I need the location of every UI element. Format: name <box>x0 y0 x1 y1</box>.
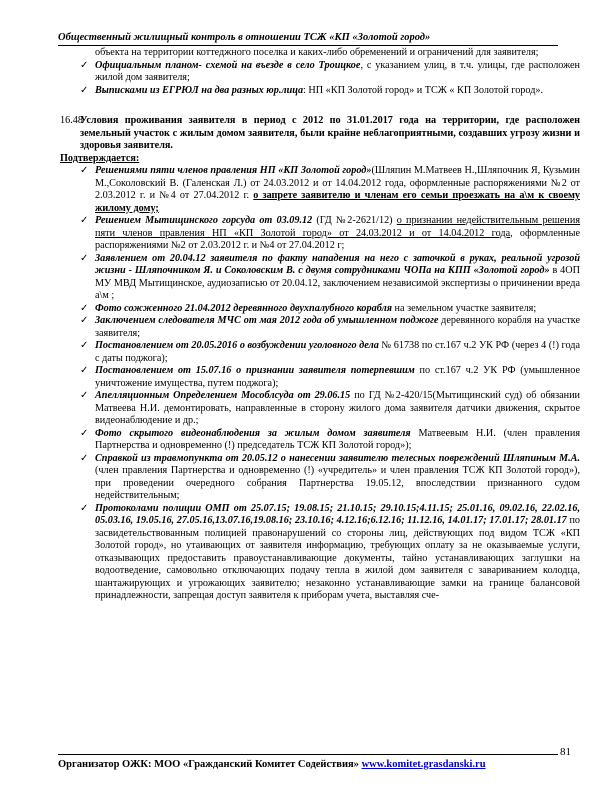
item-bold-text: Выписками из ЕГРЮЛ на два разных юр.лица <box>95 84 304 96</box>
item-bold-text: Постановлением от 20.05.2016 о возбуждении уголовного дела <box>95 340 379 351</box>
item-text: (член правления Партнерства и одновременно (!) «учредитель» и член правления ТСЖ КП Золотой город»), при проведении очередного собрания Партнерства 19.05.12, впоследствии признанного судом недействительным; <box>95 465 580 501</box>
checkmark-icon: ✓ <box>80 340 89 351</box>
checkmark-icon: ✓ <box>80 215 89 226</box>
intro-continuation: объекта на территории коттеджного поселка и каких-либо обременений и ограничений для заявителя; <box>95 47 539 58</box>
item-bold-text: Решениями пяти членов правления НП «КП Золотой город» <box>95 165 372 176</box>
item-text: Матвеевым Н.И. (член правления Партнерства и одновременно (!) председатель ТСЖ КП Золотой город»); <box>95 427 580 451</box>
item-text: деревянного корабля на участке заявителя; <box>95 315 580 339</box>
page-footer <box>58 754 558 770</box>
checkmark-icon: ✓ <box>80 427 89 439</box>
item-text: в 4ОП МУ МВД Мытищинское, аудиозаписью от 20.04.12, заключением независимой экспертизы о причинении вреда а\м ; <box>95 265 580 301</box>
item-text-after: , оформленные распоряжениями №2 от 2.03.2012 г. и №4 от 27.04.2012 г; <box>95 227 580 251</box>
checkmark-icon: ✓ <box>80 165 89 176</box>
item-bold-text: Протоколами полиции ОМП от 25.07.15; 19.08.15; 21.10.15; 29.10.15;4.11.15; 25.01.16, 09.02.16, 22.02.16, 05.03.16, 19.05.16, 27.05.16,13.07.16,19.08.16; 23.10.16; 4.12.16;6.12.16; 11.12.16, 14.01.17; 17.01.17; 28.01.17 <box>95 502 580 526</box>
item-bold-text: Фото сожженного 21.04.2012 деревянного двухпалубного корабля <box>95 302 392 314</box>
checkmark-icon: ✓ <box>80 302 89 314</box>
item-bold-text: Апелляционным Определением Мособлсуда от 29.06.15 <box>95 390 351 401</box>
item-text: , с указанием улиц, в т.ч. улицы, где расположен жилой дом заявителя; <box>95 59 581 83</box>
list-item <box>60 428 580 453</box>
item-underlined-text: о признании недействительным решения пяти членов правления НП «КП Золотой город» от 24.03.2012 и от 14.04.2012 года <box>95 215 581 239</box>
checkmark-icon: ✓ <box>80 452 89 464</box>
item-text: по засвидетельствованным полицией правонарушений со стороны лиц, действующих под видом ТСЖ «КП Золотой город», но утаивающих от заявителя информацию, требующих оплату за не оказываемые услуги, отказывающих предоставить правоустанавливающие документы, тайно устанавливающих заглушки на водоотведение, самовольно отключающих подачу тепла в жилой дом заявителя с завариванием колодца, шантажирующих и угрожающих заявителю; незаконно устанавливающие замки на границе балансовой принадлежности, запрещая доступ заявителя к приборам учета, выставляя сче- <box>95 515 581 601</box>
list-item <box>60 315 580 340</box>
list-item <box>60 340 580 365</box>
list-item <box>60 365 580 390</box>
item-bold-text: Заявлением от 20.04.12 заявителя по факту нападения на него с заточкой в руках, реальной угрозой жизни - Шляпочником Я. и Соколовским В. с двумя сотрудниками ЧОПа на КПП «Золотой город» <box>95 252 580 276</box>
item-text: по ГД №2-420/15(Мытищинский суд) об обязании Матвеева Н.И. демонтировать, направленные в сторону жилого дома заявителя датчики движения, скрытое видеонаблюдение и др.; <box>95 390 580 426</box>
item-text: (ГД №2-2621/12) <box>312 215 397 226</box>
checkmark-icon: ✓ <box>80 502 89 514</box>
item-text: № 61738 по ст.167 ч.2 УК РФ (через 4 (!) года с даты поджога); <box>95 340 580 364</box>
item-bold-text: Заключением следователя МЧС от мая 2012 года об умышленном поджоге <box>95 315 439 326</box>
item-bold-text: Официальным планом- схемой на въезде в село Троицкое <box>95 59 361 71</box>
running-header: Общественный жилищный контроль в отношении ТСЖ «КП «Золотой город» <box>58 32 558 46</box>
list-item <box>60 390 580 428</box>
item-bold-text: Фото скрытого видеонаблюдения за жилым домом заявителя <box>95 427 411 439</box>
list-item <box>60 165 580 215</box>
item-underlined-text: о запрете заявителю и членам его семьи проезжать на а\м к своему жилому дому; <box>95 190 580 214</box>
list-item <box>60 60 580 85</box>
list-item <box>60 503 580 603</box>
footer-website-link[interactable]: www.komitet.grasdanski.ru <box>361 759 486 770</box>
checkmark-icon: ✓ <box>80 390 89 401</box>
page-content <box>60 47 580 603</box>
item-text: на земельном участке заявителя; <box>392 302 537 314</box>
list-item <box>60 85 580 98</box>
item-bold-text: Решением Мытищинского горсуда от 03.09.12 <box>95 215 313 226</box>
item-text: : НП «КП Золотой город» и ТСЖ « КП Золотой город». <box>303 84 544 96</box>
footer-organizer: Организатор ОЖК: МОО «Гражданский Комитет Содействия» <box>58 759 359 770</box>
checkmark-icon: ✓ <box>80 59 89 71</box>
list-item <box>60 253 580 303</box>
page-number: 81 <box>560 746 571 758</box>
item-text: (Шляпин М.Матвеев Н.,Шляпочник Я, Кузьмин М.,Соколовский В. (Галенская Л.) от 24.03.2012 и от 14.04.2012 года, оформленные распоряжениями №2 от 2.03.2012 г. и №4 от 27.04.2012 г. <box>95 165 581 201</box>
section-16-48 <box>60 115 580 153</box>
section-number: 16.48 <box>60 115 83 126</box>
item-bold-text: Постановлением от 15.07.16 о признании заявителя потерпевшим <box>95 365 415 376</box>
list-item <box>60 453 580 503</box>
checkmark-icon: ✓ <box>80 315 89 326</box>
item-bold-text: Справкой из травмопункта от 20.05.12 о нанесении заявителю телесных повреждений Шляпиным М.А. <box>95 452 580 464</box>
checkmark-icon: ✓ <box>80 252 89 264</box>
list-item <box>60 215 580 253</box>
list-item <box>60 303 580 316</box>
item-text: по ст.167 ч.2 УК РФ (умышленное уничтожение имущества, путем поджога); <box>95 365 580 389</box>
section-title: Условия проживания заявителя в период с 2012 по 31.01.2017 года на территории, где расположен земельный участок с жилым домом заявителя, были крайне неблагоприятными, создавших угрозу жизни и здоровья заявителя. <box>80 115 580 151</box>
confirm-label: Подтверждается: <box>60 152 140 164</box>
checkmark-icon: ✓ <box>80 365 89 376</box>
checkmark-icon: ✓ <box>80 84 89 96</box>
